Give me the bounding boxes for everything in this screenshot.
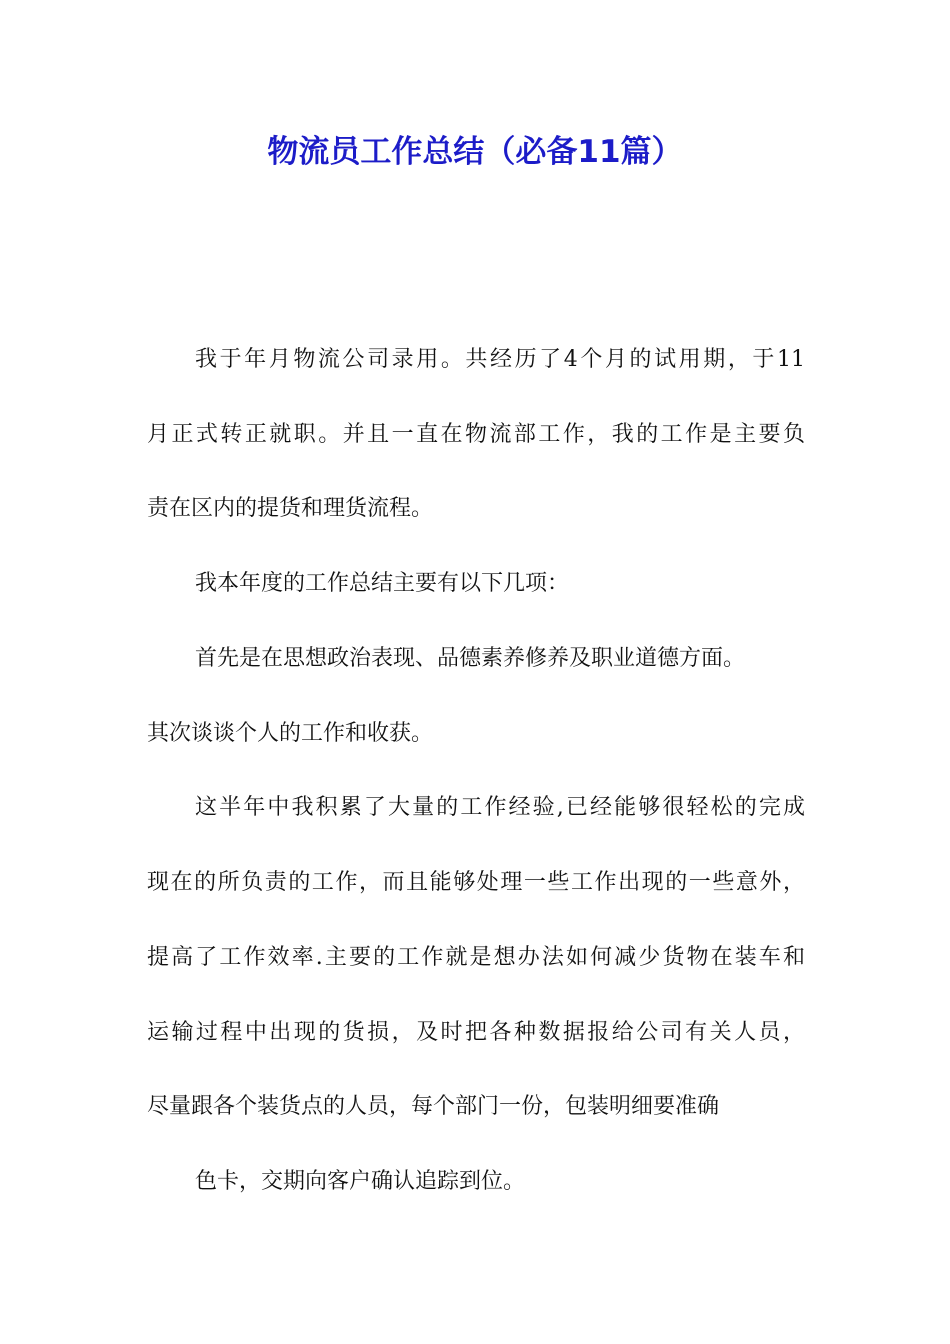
paragraph-line: 现在的所负责的工作，而且能够处理一些工作出现的一些意外， — [147, 870, 805, 895]
paragraph-line: 月正式转正就职。并且一直在物流部工作，我的工作是主要负 — [147, 422, 805, 447]
paragraph-line: 我于年月物流公司录用。共经历了4个月的试用期，于11 — [195, 347, 805, 372]
paragraph-line: 尽量跟各个装货点的人员，每个部门一份，包装明细要准确 — [147, 1094, 720, 1119]
paragraph-line: 其次谈谈个人的工作和收获。 — [147, 721, 434, 746]
paragraph-line: 首先是在思想政治表现、品德素养修养及职业道德方面。 — [195, 646, 746, 671]
paragraph-line: 这半年中我积累了大量的工作经验,已经能够很轻松的完成 — [195, 795, 805, 820]
paragraph-line: 责在区内的提货和理货流程。 — [147, 496, 434, 521]
paragraph-line: 运输过程中出现的货损，及时把各种数据报给公司有关人员， — [147, 1020, 805, 1045]
document-title: 物流员工作总结（必备11篇） — [267, 134, 683, 170]
paragraph-line: 我本年度的工作总结主要有以下几项： — [195, 571, 570, 596]
paragraph-line: 提高了工作效率.主要的工作就是想办法如何减少货物在装车和 — [147, 945, 805, 970]
paragraph-line: 色卡，交期向客户确认追踪到位。 — [195, 1169, 526, 1194]
